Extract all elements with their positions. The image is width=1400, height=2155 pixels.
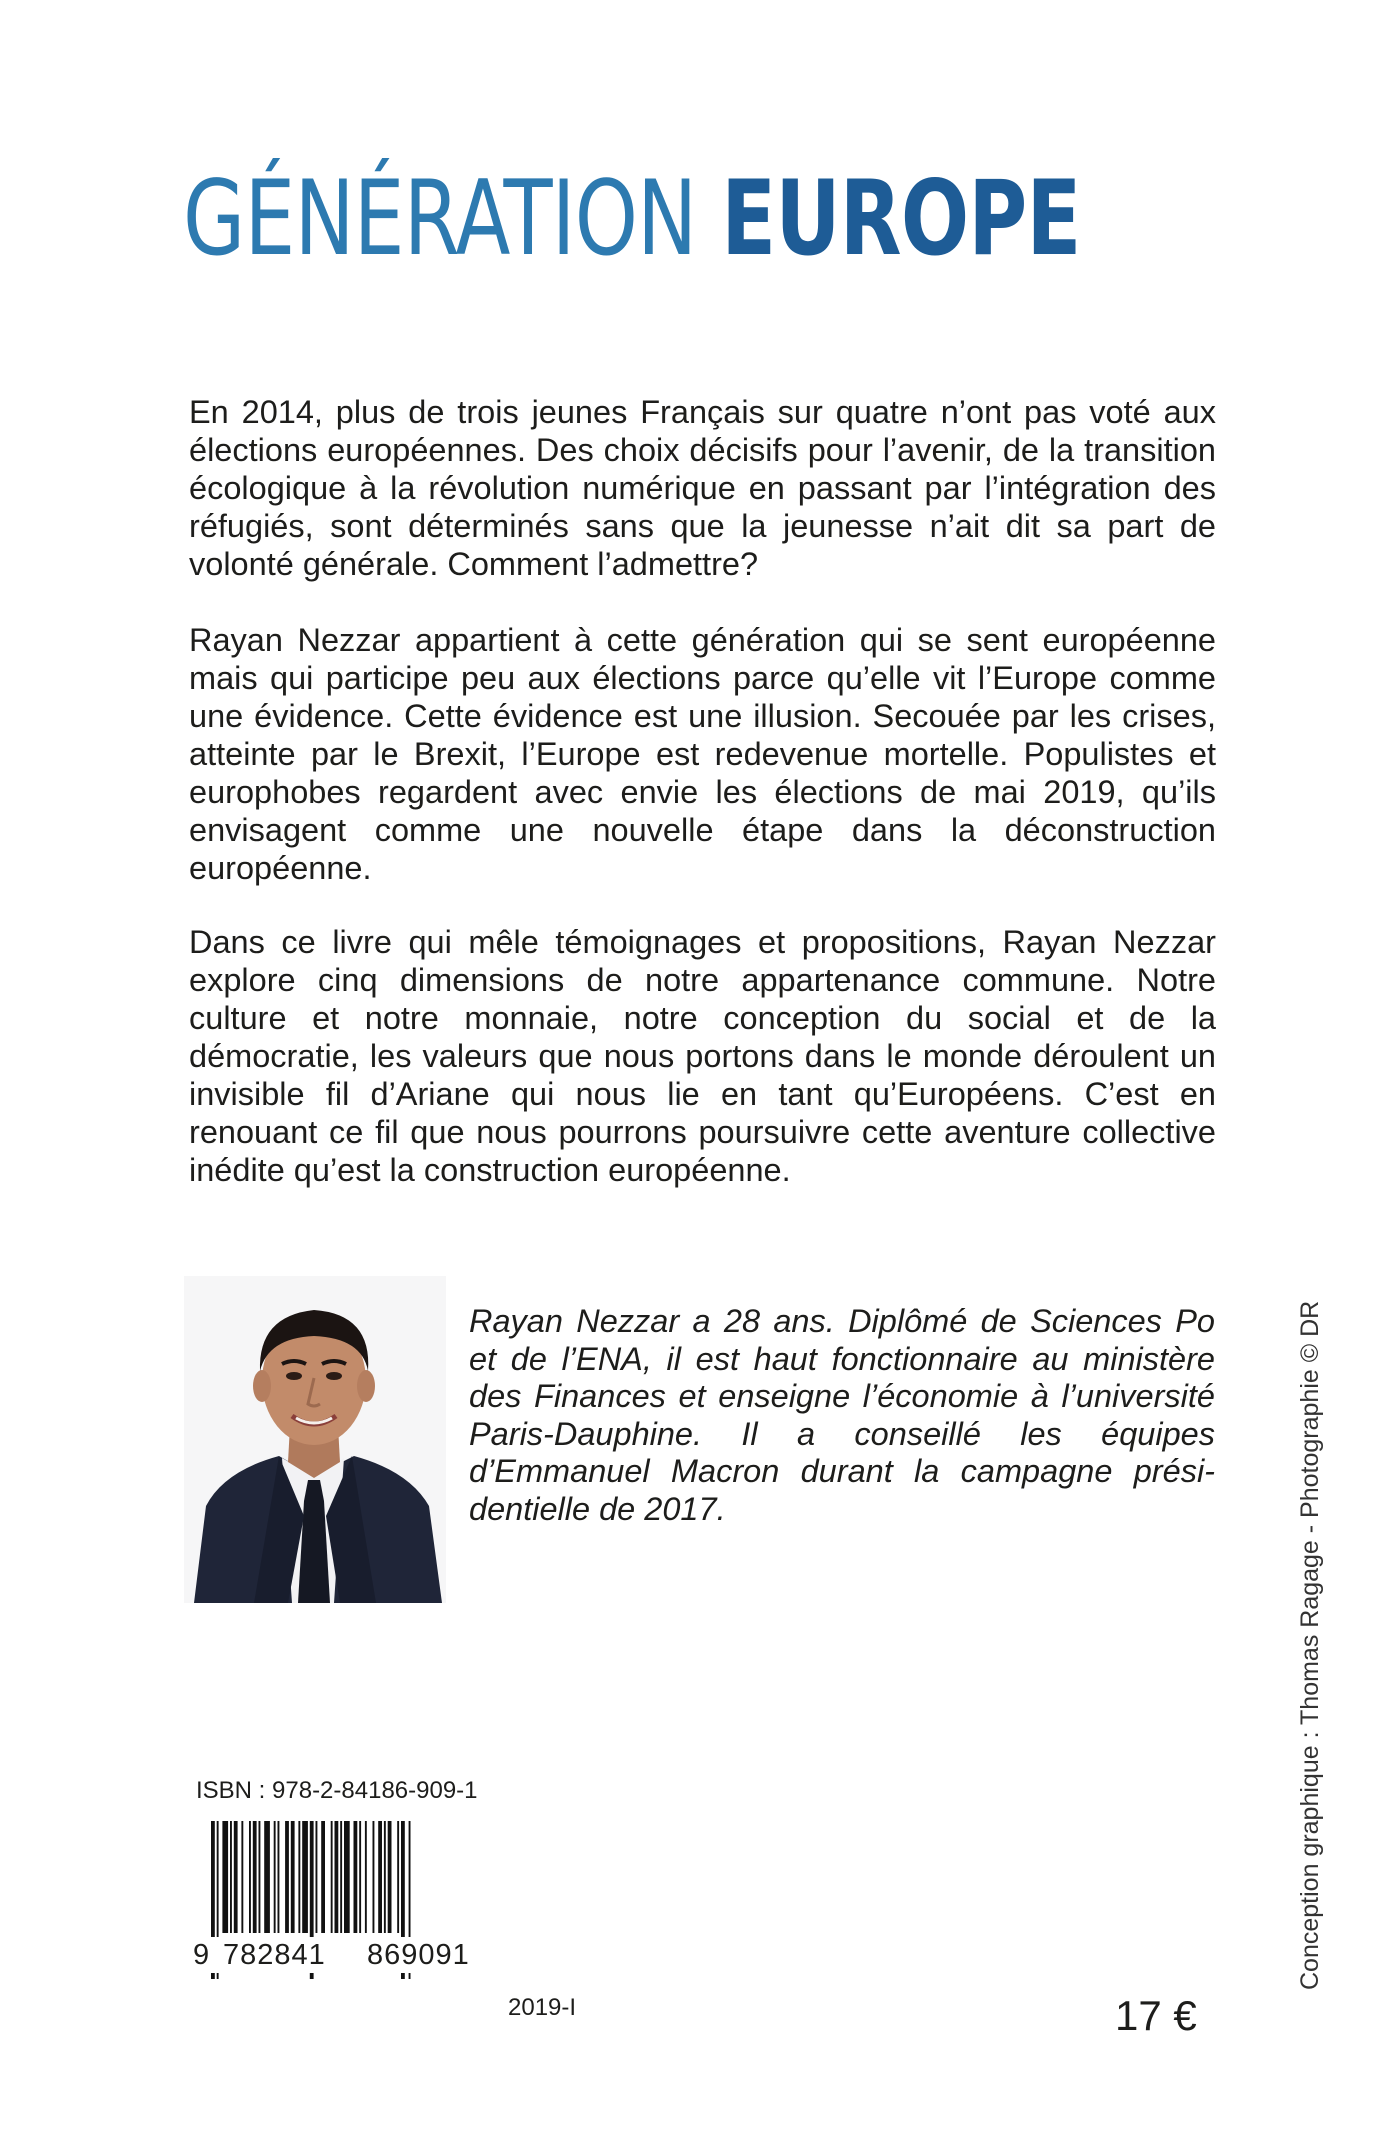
author-bio: Rayan Nezzar a 28 ans. Diplômé de Sciences Po et de l’ENA, il est haut fonctionnaire au ministère des Finances et enseigne l’économie à l’université Paris-Dauphine. Il a conseillé les équipes d’Emmanuel Macron durant la campagne présidentielle de 2017. <box>469 1303 1215 1527</box>
blurb-paragraph-1: En 2014, plus de trois jeunes Français sur quatre n’ont pas voté aux élections européennes. Des choix décisifs pour l’avenir, de la transition écologique à la révolution numérique en passant par l’intégration des réfugiés, sont déterminés sans que la jeunesse n’ait dit sa part de volonté générale. Comment l’admettre? <box>189 394 1216 582</box>
barcode-bar <box>344 1821 350 1933</box>
barcode-bar <box>340 1821 342 1933</box>
price: 17 € <box>1115 1992 1197 2039</box>
barcode-bar <box>316 1821 318 1933</box>
barcode-bar <box>384 1821 386 1933</box>
barcode-bar <box>285 1821 289 1933</box>
barcode-bar <box>354 1821 358 1933</box>
author-portrait-illustration <box>184 1276 446 1603</box>
barcode-bar <box>397 1821 399 1933</box>
barcode-bar <box>249 1821 251 1933</box>
barcode-bar <box>278 1821 280 1933</box>
author-photo <box>184 1276 446 1603</box>
barcode-group-2: 869091 <box>367 1937 489 1973</box>
barcode-lead-digit: 9 <box>193 1937 223 1973</box>
barcode-bar <box>241 1821 243 1933</box>
book-title <box>183 159 1081 279</box>
barcode-bar <box>365 1821 367 1933</box>
barcode-bar <box>259 1821 261 1933</box>
title-europe: EUROPE <box>721 159 1081 279</box>
barcode-bar <box>321 1821 325 1933</box>
barcode-bar <box>230 1821 232 1933</box>
barcode-digits <box>193 1937 493 1973</box>
barcode-bar <box>378 1821 382 1933</box>
barcode-bar <box>222 1821 228 1933</box>
title-generation: GÉNÉRATION <box>183 159 697 279</box>
barcode-bar <box>298 1821 300 1933</box>
barcode-bar <box>359 1821 361 1933</box>
barcode-bar <box>274 1821 276 1933</box>
barcode-bar <box>302 1821 308 1933</box>
edition-code: 2019-I <box>508 1994 577 2021</box>
barcode-bar <box>264 1821 270 1933</box>
barcode-bar <box>253 1821 257 1933</box>
barcode-bar <box>234 1821 238 1933</box>
design-credit: Conception graphique : Thomas Ragage - Photographie © DR <box>1296 1300 1324 1990</box>
isbn: ISBN : 978-2-84186-909-1 <box>196 1777 478 1804</box>
barcode-bar <box>335 1821 339 1933</box>
barcode-bar <box>331 1821 333 1933</box>
barcode-group-1: 782841 <box>223 1937 345 1973</box>
barcode-bar <box>388 1821 392 1933</box>
blurb-paragraph-2: Rayan Nezzar appartient à cette génération qui se sent européenne mais qui participe peu aux élections parce qu’elle vit l’Europe comme une évidence. Cette évidence est une illusion. Secouée par les crises, atteinte par le Brexit, l’Europe est redevenue mortelle. Populistes et europhobes regardent avec envie les élections de mai 2019, qu’ils envisagent comme une nouvelle étape dans la déconstruction européenne. <box>189 622 1216 886</box>
barcode-bar <box>291 1821 295 1933</box>
blurb-paragraph-3: Dans ce livre qui mêle témoignages et propositions, Rayan Nezzar explore cinq dimensions de notre appartenance commune. Notre culture et notre monnaie, notre conception du social et de la démocratie, les valeurs que nous portons dans le monde déroulent un invisible fil d’Ariane qui nous lie en tant qu’Européens. C’est en renouant ce fil que nous pourrons poursuivre cette aventure collective inédite qu’est la construction européenne. <box>189 924 1216 1188</box>
barcode-bar <box>373 1821 375 1933</box>
